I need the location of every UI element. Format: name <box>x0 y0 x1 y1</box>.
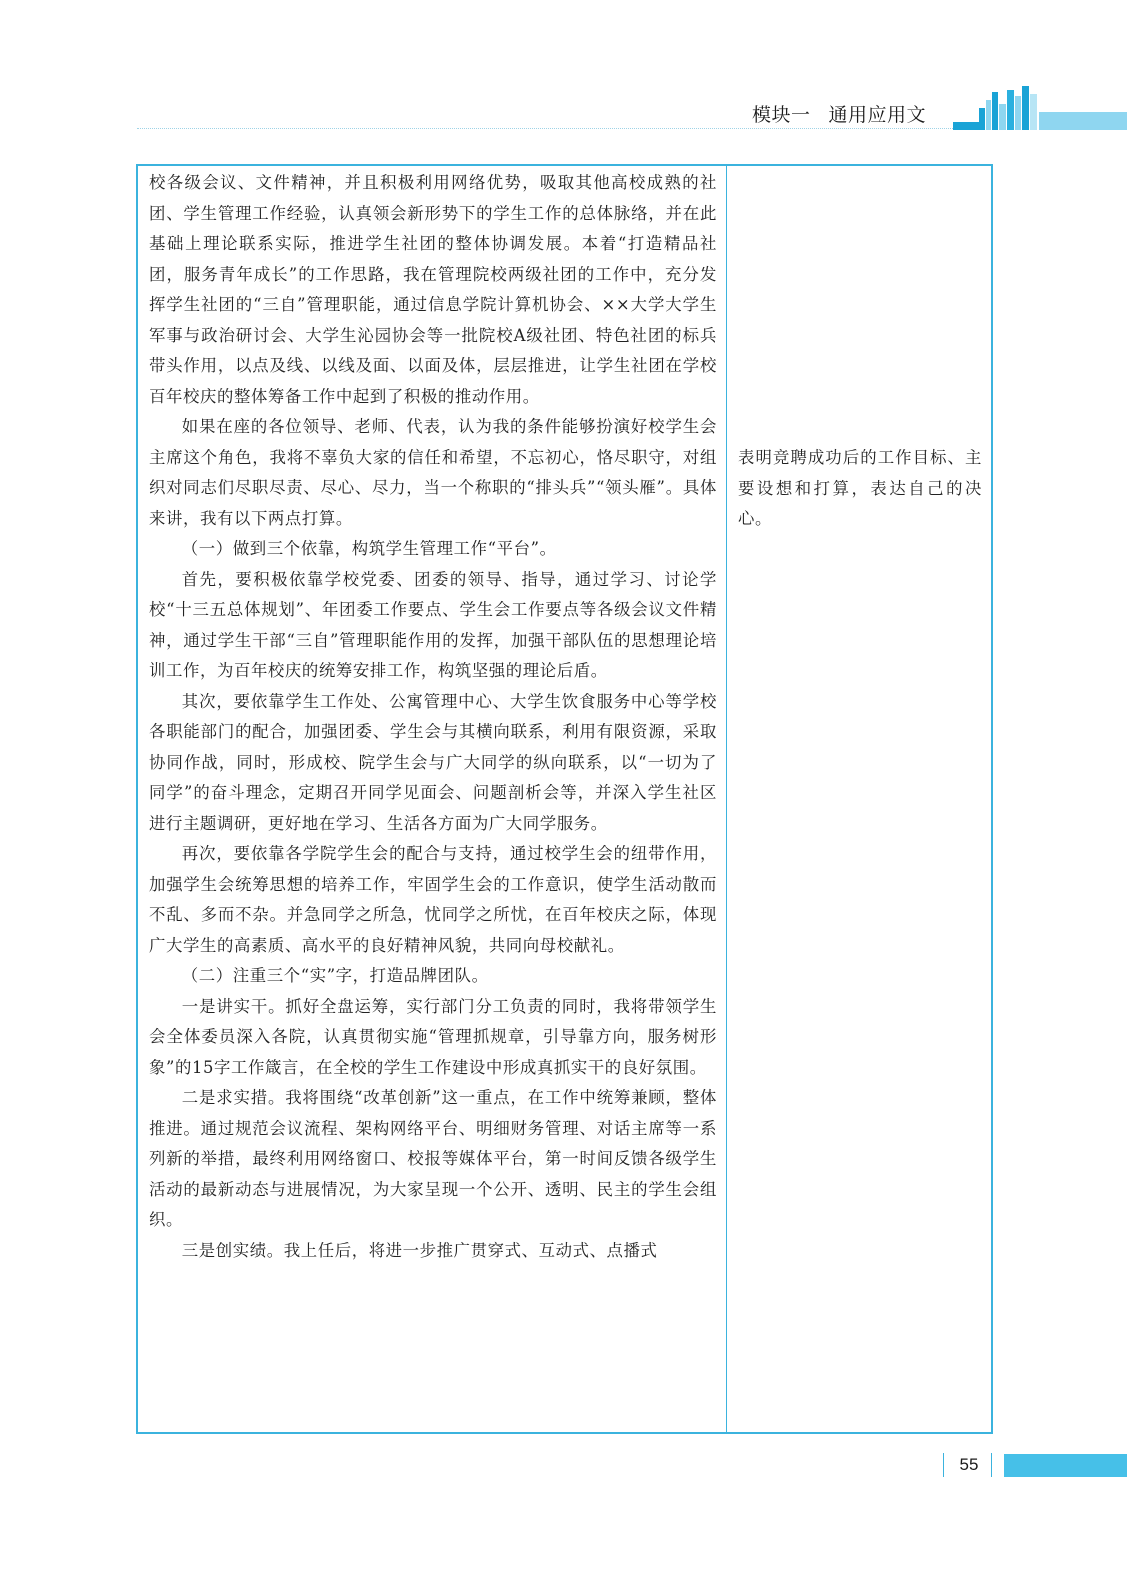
body-paragraph: 首先，要积极依靠学校党委、团委的领导、指导，通过学习、讨论学校“十三五总体规划”、年团委工作要点、学生会工作要点等各级会议文件精神，通过学生干部“三自”管理职能作用的发挥，加强干部队伍的思想理论培训工作，为百年校庆的统筹安排工作，构筑坚强的理论后盾。 <box>149 569 717 680</box>
body-paragraph: 二是求实措。我将围绕“改革创新”这一重点，在工作中统筹兼顾，整体推进。通过规范会议流程、架构网络平台、明细财务管理、对话主席等一系列新的举措，最终利用网络窗口、校报等媒体平台，第一时间反馈各级学生活动的最新动态与进展情况，为大家呈现一个公开、透明、民主的学生会组织。 <box>149 1088 717 1229</box>
body-paragraph: 一是讲实干。抓好全盘运筹，实行部门分工负责的同时，我将带领学生会全体委员深入各院，认真贯彻实施“管理抓规章，引导靠方向，服务树形象”的15字工作箴言，在全校的学生工作建设中形成真抓实干的良好氛围。 <box>149 996 717 1077</box>
header-rule <box>137 128 955 129</box>
page-number: 55 <box>959 1455 979 1474</box>
footer-divider-left <box>943 1453 944 1477</box>
module-label: 模块一 <box>752 104 811 126</box>
main-text-column <box>149 168 717 1266</box>
footer-accent-bar <box>1004 1454 1127 1477</box>
body-paragraph: 其次，要依靠学生工作处、公寓管理中心、大学生饮食服务中心等学校各职能部门的配合，加强团委、学生会与其横向联系，利用有限资源，采取协同作战，同时，形成校、院学生会与广大同学的纵向联系，以“一切为了同学”的奋斗理念，定期召开同学见面会、问题剖析会等，并深入学生社区进行主题调研，更好地在学习、生活各方面为广大同学服务。 <box>149 691 717 833</box>
body-paragraph: （二）注重三个“实”字，打造品牌团队。 <box>181 966 489 985</box>
body-paragraph: 如果在座的各位领导、老师、代表，认为我的条件能够扮演好校学生会主席这个角色，我将不辜负大家的信任和希望，不忘初心，恪尽职守，对组织对同志们尽职尽责、尽心、尽力，当一个称职的“排头兵”“领头雁”。具体来讲，我有以下两点打算。 <box>149 417 717 528</box>
annotation-note: 表明竞聘成功后的工作目标、主要设想和打算，表达自己的决心。 <box>738 448 982 528</box>
body-paragraph: 再次，要依靠各学院学生会的配合与支持，通过校学生会的纽带作用，加强学生会统筹思想的培养工作，牢固学生会的工作意识，使学生活动散而不乱、多而不杂。并急同学之所急，忧同学之所忧，在百年校庆之际，体现广大学生的高素质、高水平的良好精神风貌，共同向母校献礼。 <box>149 844 717 955</box>
section-label: 通用应用文 <box>828 104 927 126</box>
running-header <box>752 100 926 130</box>
books-decoration-icon <box>953 86 1127 130</box>
body-paragraph: 三是创实绩。我上任后，将进一步推广贯穿式、互动式、点播式 <box>181 1240 658 1260</box>
body-paragraph: 校各级会议、文件精神，并且积极利用网络优势，吸取其他高校成熟的社团、学生管理工作经验，认真领会新形势下的学生工作的总体脉络，并在此基础上理论联系实际，推进学生社团的整体协调发展。本着“打造精品社团，服务青年成长”的工作思路，我在管理院校两级社团的工作中，充分发挥学生社团的“三自”管理职能，通过信息学院计算机协会、××大学大学生军事与政治研讨会、大学生沁园协会等一批院校A级社团、特色社团的标兵带头作用，以点及线、以线及面、以面及体，层层推进，让学生社团在学校百年校庆的整体筹备工作中起到了积极的推动作用。 <box>149 173 717 406</box>
footer-divider-right <box>991 1453 992 1477</box>
body-paragraph: （一）做到三个依靠，构筑学生管理工作“平台”。 <box>181 539 557 558</box>
column-divider <box>726 166 727 1432</box>
